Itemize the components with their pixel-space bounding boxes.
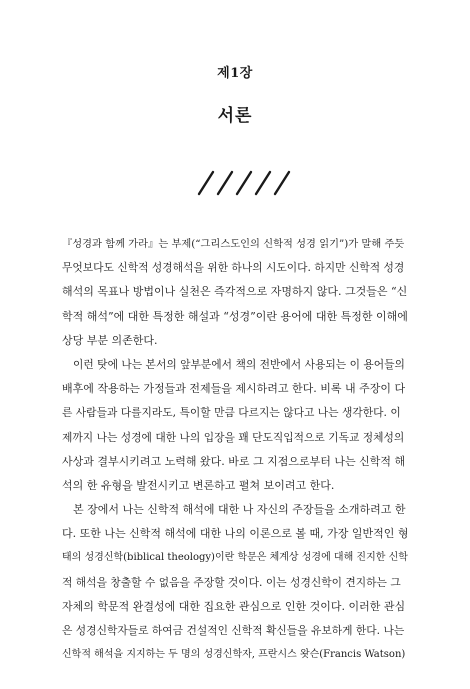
body-line: 무엇보다도 신학적 성경해석을 위한 하나의 시도이다. 하지만 신학적 성경 xyxy=(62,261,405,275)
body-line: 배후에 작용하는 가정들과 전제들을 제시하려고 한다. 비록 내 주장이 다 xyxy=(62,382,406,396)
body-line: 석의 한 유형을 발전시키고 변론하고 펼쳐 보이려고 한다. xyxy=(62,478,335,492)
body-line: 신학적 해석을 지지하는 두 명의 성경신학자, 프란시스 왓슨(Francis Watson) xyxy=(62,649,406,661)
body-line: 적 해석을 창출할 수 없음을 주장할 것이다. 이는 성경신학이 견지하는 그 xyxy=(62,575,401,589)
body-line: 해석의 목표나 방법이나 실천은 즉각적으로 자명하지 않다. 그것들은 “신 xyxy=(62,285,408,299)
body-line: 제까지 나는 성경에 대한 나의 입장을 꽤 단도직입적으로 기독교 정체성의 xyxy=(62,430,405,444)
chapter-label: 제1장 xyxy=(217,66,253,81)
body-line: 상당 부분 의존한다. xyxy=(62,333,158,347)
body-line: 은 성경신학자들로 하여금 건설적인 신학적 확신들을 유보하게 한다. 나는 xyxy=(62,624,405,637)
body-line: 른 사람들과 다를지라도, 특이할 만큼 다르지는 않다고 나는 생각한다. 이 xyxy=(62,406,401,420)
body-line: 다. 또한 나는 신학적 해석에 대한 나의 이론으로 볼 때, 가장 일반적인 형 xyxy=(62,527,408,541)
chapter-title: 서론 xyxy=(217,106,253,126)
slash-ornament xyxy=(193,170,293,196)
body-line: 학적 해석”에 대한 특정한 해설과 “성경”이란 용어에 대한 특정한 이해에 xyxy=(62,309,408,323)
body-line: 태의 성경신학(biblical theology)이란 학문은 체계상 성경에 대해 진지한 신학 xyxy=(62,552,408,564)
body-line: 자체의 학문적 완결성에 대한 집요한 관심으로 인한 것이다. 이러한 관심 xyxy=(62,599,406,613)
body-line: 본 장에서 나는 신학적 해석에 대한 나 자신의 주장들을 소개하려고 한 xyxy=(73,503,406,517)
body-line: 사상과 결부시키려고 노력해 왔다. 바로 그 지점으로부터 나는 신학적 해 xyxy=(62,454,406,468)
body-line: 『성경과 함께 가라』는 부제(“그리스도인의 신학적 성경 읽기”)가 말해 주듯 xyxy=(62,238,405,250)
body-text xyxy=(62,232,408,667)
body-line: 이런 탓에 나는 본서의 앞부분에서 책의 전반에서 사용되는 이 용어들의 xyxy=(73,357,405,371)
